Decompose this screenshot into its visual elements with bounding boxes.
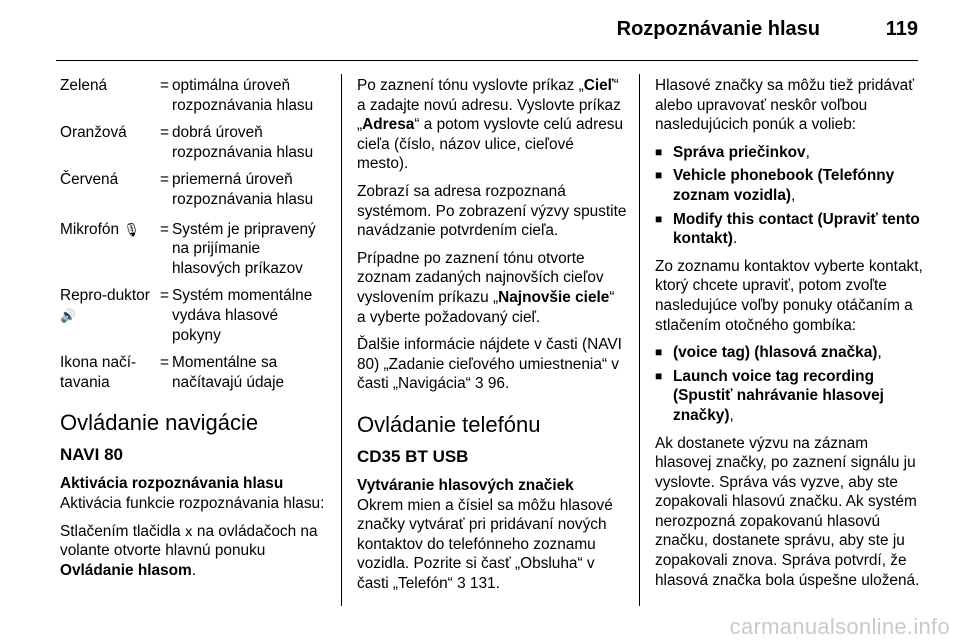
menu-option: Správa priečinkov bbox=[673, 143, 806, 161]
definition-equals: = bbox=[160, 220, 169, 238]
subsection-heading-cd35: CD35 BT USB bbox=[357, 446, 469, 466]
text: , bbox=[877, 344, 882, 362]
definition-row bbox=[60, 286, 328, 353]
menu-option: Vehicle phonebook (Telefónny zoznam vozidla) bbox=[673, 167, 895, 204]
term-label: Mikrofón bbox=[60, 220, 120, 238]
definition-desc: optimálna úroveň rozpoznávania hlasu bbox=[172, 77, 314, 114]
paragraph: Hlasové značky sa môžu tiež pridávať alebo upravovať neskôr voľbou nasledujúcich ponúk a volieb: bbox=[655, 77, 914, 134]
definition-equals: = bbox=[160, 77, 169, 94]
list-item bbox=[655, 210, 925, 249]
paragraph bbox=[357, 335, 627, 394]
speaker-icon: 🔊 bbox=[60, 307, 77, 323]
definition-row bbox=[60, 220, 328, 287]
definition-row bbox=[60, 123, 328, 170]
definition-desc: Systém je pripravený na prijímanie hlasových príkazov bbox=[172, 220, 316, 277]
definition-equals: = bbox=[160, 287, 169, 305]
list-item bbox=[655, 143, 925, 163]
text: “ a vyberte požadovaný cieľ. bbox=[357, 288, 615, 326]
definition-equals: = bbox=[160, 354, 169, 372]
text: Stlačením tlačidla bbox=[60, 522, 185, 540]
paragraph bbox=[357, 76, 627, 174]
topic-heading: Aktivácia rozpoznávania hlasu bbox=[60, 475, 284, 493]
paragraph bbox=[357, 249, 627, 327]
section-heading-phone: Ovládanie telefónu bbox=[357, 411, 541, 437]
paragraph: Zobrazí sa adresa rozpoznaná systémom. Po zobrazení výzvy spustite navádzanie potvrdením cieľa. bbox=[357, 182, 627, 240]
text: , bbox=[729, 406, 734, 424]
menu-option: Launch voice tag recording (Spustiť nahrávanie hlasovej značky) bbox=[673, 367, 884, 424]
column-1 bbox=[60, 76, 328, 588]
menu-option: (voice tag) (hlasová značka) bbox=[673, 344, 878, 362]
text: Po zaznení tónu vyslovte príkaz „ bbox=[357, 77, 584, 94]
text: , bbox=[805, 143, 810, 161]
column-2 bbox=[357, 76, 627, 601]
text: . bbox=[191, 561, 197, 579]
text: “ a potom vyslovte celú adresu cieľa (číslo, názov ulice, cieľové mesto). bbox=[357, 116, 624, 173]
page-header bbox=[0, 0, 960, 62]
text: na ovládačoch na volante otvorte hlavnú ponuku bbox=[60, 522, 318, 560]
definition-row bbox=[60, 353, 328, 392]
menu-name: Ovládanie hlasom bbox=[60, 561, 192, 579]
topic-heading: Vytváranie hlasových značiek bbox=[357, 476, 574, 494]
column-divider-2 bbox=[639, 74, 640, 606]
definition-equals: = bbox=[160, 171, 169, 189]
column-divider-1 bbox=[341, 74, 342, 606]
command: Cieľ bbox=[583, 77, 614, 94]
text: . bbox=[732, 230, 738, 248]
list-item bbox=[655, 343, 925, 363]
definition-row bbox=[60, 76, 328, 123]
paragraph: Aktivácia funkcie rozpoznávania hlasu: bbox=[60, 494, 325, 512]
definition-term: Zelená bbox=[60, 77, 108, 94]
definition-desc: priemerná úroveň rozpoznávania hlasu bbox=[172, 171, 314, 208]
menu-option: Modify this contact (Upraviť tento kontakt) bbox=[673, 210, 920, 248]
paragraph: Zo zoznamu kontaktov vyberte kontakt, ktorý chcete upraviť, potom zvoľte nasledujúce voľby ponuky otáčaním a stlačením otočného gombíka: bbox=[655, 257, 923, 334]
definition-term bbox=[60, 220, 160, 287]
microphone-icon: 🎙 bbox=[123, 221, 140, 237]
voice-button-icon: 𝗑 bbox=[184, 523, 193, 539]
watermark: carmanualsonline.info bbox=[729, 614, 950, 639]
text: Prípadne po zaznení tónu otvorte zoznam zadaných najnovších cieľov vyslovením príkazu „ bbox=[357, 249, 604, 306]
definition-desc: Systém momentálne vydáva hlasové pokyny bbox=[172, 287, 313, 344]
definition-term bbox=[60, 286, 160, 353]
text: , bbox=[791, 186, 796, 204]
page-title: Rozpoznávanie hlasu bbox=[616, 18, 820, 40]
page-ref: 131. bbox=[465, 574, 500, 592]
header-rule bbox=[56, 60, 918, 61]
page-ref-icon: 3 bbox=[457, 574, 466, 592]
list-item bbox=[655, 166, 925, 205]
definition-equals: = bbox=[160, 124, 169, 142]
indicator-definitions bbox=[60, 76, 328, 392]
definition-term: Ikona načí-tavania bbox=[60, 354, 137, 391]
menu-list-1 bbox=[655, 143, 925, 249]
text: Okrem mien a čísiel sa môžu hlasové značky vytvárať pri pridávaní nových kontaktov do telefónneho zoznamu vozidla. Pozrite si časť „Obsluha“ v časti „Telefón“ bbox=[357, 496, 613, 592]
command: Najnovšie ciele bbox=[498, 288, 610, 306]
paragraph bbox=[60, 522, 328, 581]
text: “ a zadajte novú adresu. Vyslovte príkaz „ bbox=[357, 77, 621, 134]
section-heading-navigation: Ovládanie navigácie bbox=[60, 410, 259, 436]
page-ref-icon: 3 bbox=[475, 375, 484, 393]
column-3 bbox=[655, 76, 925, 598]
definition-term: Červená bbox=[60, 171, 119, 189]
definition-term: Oranžová bbox=[60, 124, 127, 142]
term-label: Repro-duktor bbox=[60, 287, 150, 305]
list-item bbox=[655, 367, 925, 426]
definition-desc: dobrá úroveň rozpoznávania hlasu bbox=[172, 124, 314, 161]
subsection-heading-navi80: NAVI 80 bbox=[60, 445, 123, 465]
page-number: 119 bbox=[885, 18, 918, 40]
page-footer bbox=[0, 612, 960, 642]
menu-list-2 bbox=[655, 343, 925, 425]
definition-desc: Momentálne sa načítavajú údaje bbox=[172, 354, 285, 391]
paragraph bbox=[357, 496, 627, 594]
text: Ďalšie informácie nájdete v časti (NAVI 80) „Zadanie cieľového umiestnenia“ v časti „Navigácia“ bbox=[357, 336, 622, 393]
definition-row bbox=[60, 170, 328, 219]
command: Adresa bbox=[362, 116, 415, 134]
paragraph: Ak dostanete výzvu na záznam hlasovej značky, po zaznení signálu ju vyslovte. Správa vás vyzve, aby ste zopakovali hlasovú značku. Ak systém nerozpozná zopakovanú hlasovú značku, dostanete správu, aby ste ju zopakovali znova. Správa potvrdí, že hlasová značka bola úspešne uložená. bbox=[655, 434, 920, 589]
page-ref: 96. bbox=[483, 375, 510, 393]
